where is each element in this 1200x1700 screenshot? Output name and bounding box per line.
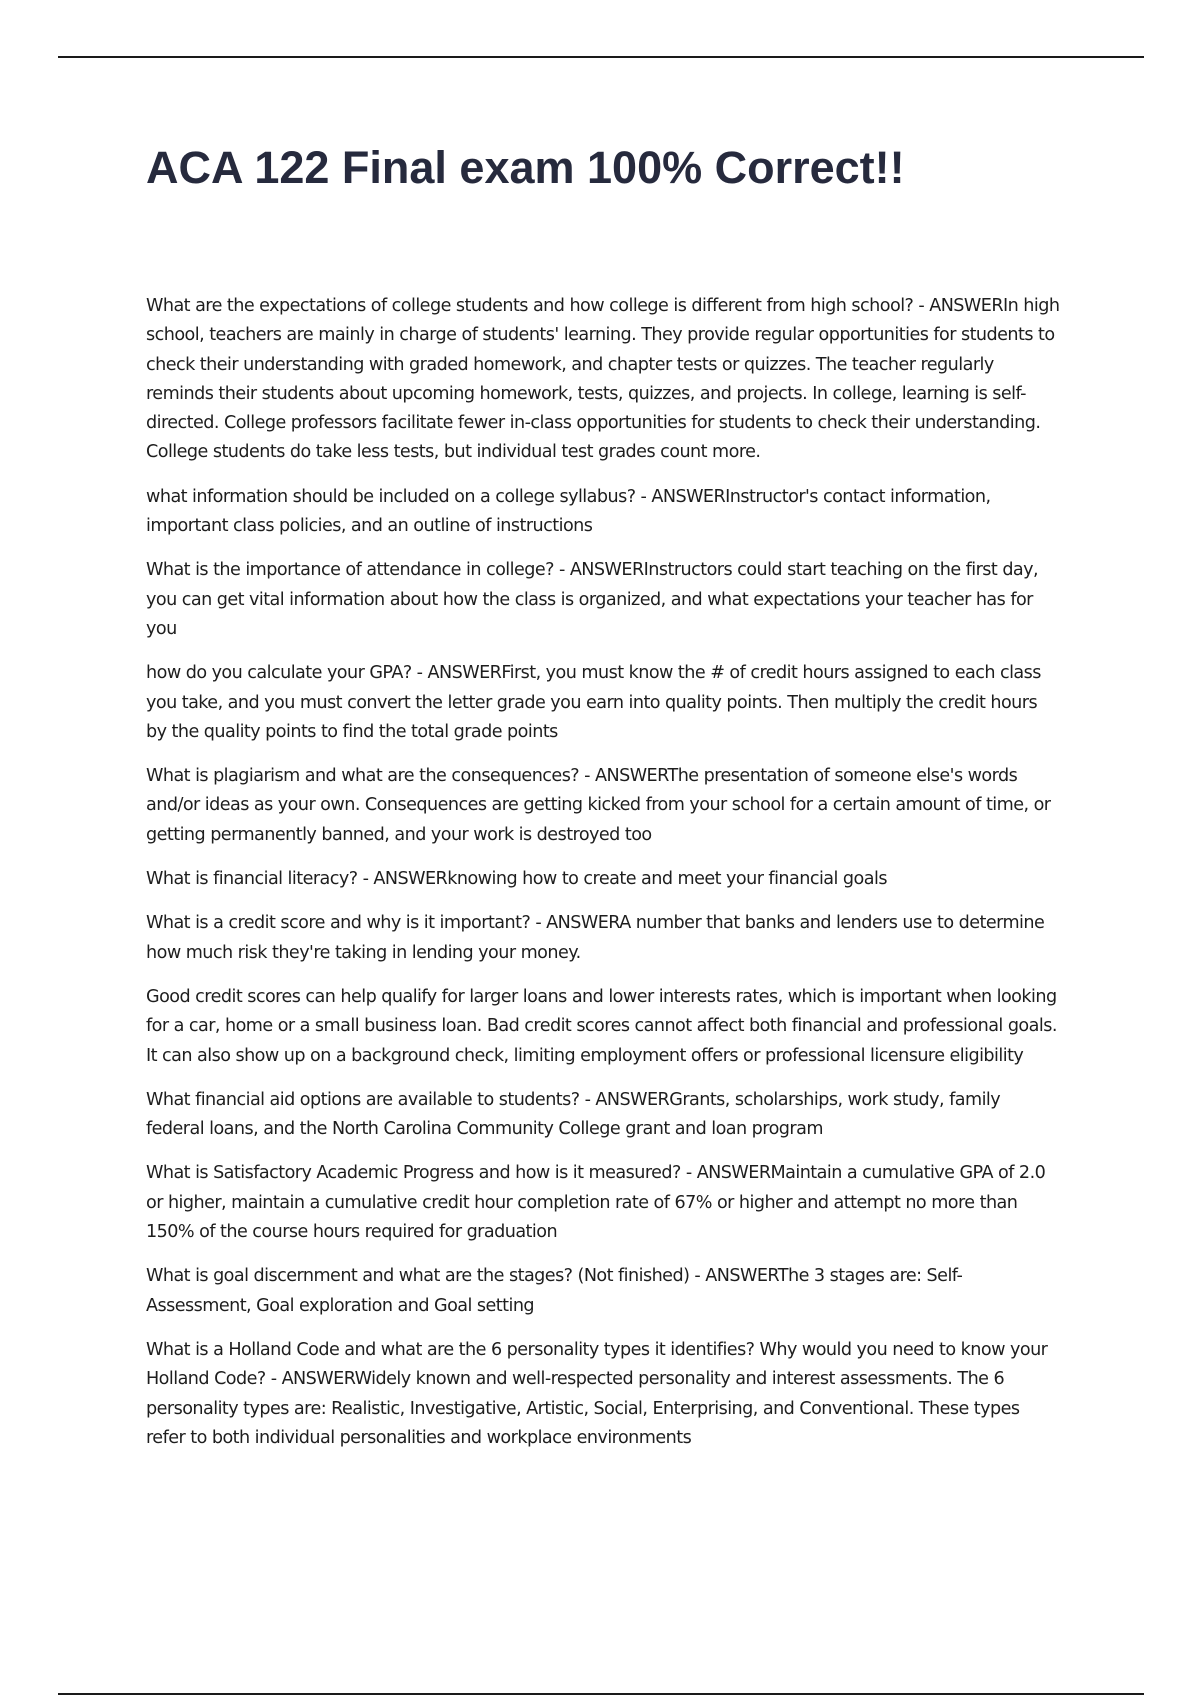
qa-entry: What is a credit score and why is it important? - ANSWERA number that banks and lenders use to determine how much risk they're taking in lending your money. (146, 913, 1045, 963)
document-body (146, 292, 1060, 1468)
qa-entry: how do you calculate your GPA? - ANSWERFirst, you must know the # of credit hours assigned to each class you take, and you must convert the letter grade you earn into quality points. Then multiply the credit hours by the quality points to find the total grade points (146, 663, 1041, 742)
qa-entry: what information should be included on a college syllabus? - ANSWERInstructor's contact information, important class policies, and an outline of instructions (146, 486, 991, 537)
qa-entry: What is a Holland Code and what are the 6 personality types it identifies? Why would you need to know your Holland Code? - ANSWERWidely known and well-respected personality and interest assessments. The 6 personality types are: Realistic, Investigative, Artistic, Social, Enterprising, and Conventional. These types refer to both individual personalities and workplace environments (146, 1339, 1048, 1448)
qa-entry: Good credit scores can help qualify for larger loans and lower interests rates, which is important when looking for a car, home or a small business loan. Bad credit scores cannot affect both financial and professional goals. It can also show up on a background check, limiting employment offers or professional licensure eligibility (146, 986, 1057, 1066)
qa-entry: What is financial literacy? - ANSWERknowing how to create and meet your financial goals (146, 869, 887, 890)
qa-entry: What are the expectations of college students and how college is different from high school? - ANSWERIn high school, teachers are mainly in charge of students' learning. They provide regular opportunities for students to check their understanding with graded homework, and chapter tests or quizzes. The teacher regularly reminds their students about upcoming homework, tests, quizzes, and projects. In college, learning is self-directed. College professors facilitate fewer in-class opportunities for students to check their understanding. College students do take less tests, but individual test grades count more. (146, 296, 1060, 463)
bottom-divider (58, 1693, 1144, 1695)
top-divider (58, 56, 1144, 58)
qa-entry: What is Satisfactory Academic Progress and how is it measured? - ANSWERMaintain a cumulative GPA of 2.0 or higher, maintain a cumulative credit hour completion rate of 67% or higher and attempt no more than 150% of the course hours required for graduation (146, 1163, 1046, 1243)
qa-entry: What financial aid options are available to students? - ANSWERGrants, scholarships, work study, family federal loans, and the North Carolina Community College grant and loan program (146, 1089, 1001, 1140)
qa-entry: What is the importance of attendance in college? - ANSWERInstructors could start teaching on the first day, you can get vital information about how the class is organized, and what expectations your teacher has for you (146, 560, 1039, 639)
qa-entry: What is plagiarism and what are the consequences? - ANSWERThe presentation of someone else's words and/or ideas as your own. Consequences are getting kicked from your school for a certain amount of time, or getting permanently banned, and your work is destroyed too (146, 766, 1051, 845)
qa-entry: What is goal discernment and what are the stages? (Not finished) - ANSWERThe 3 stages are: Self-Assessment, Goal exploration and Goal setting (146, 1266, 963, 1316)
page-title: ACA 122 Final exam 100% Correct!! (146, 142, 905, 193)
